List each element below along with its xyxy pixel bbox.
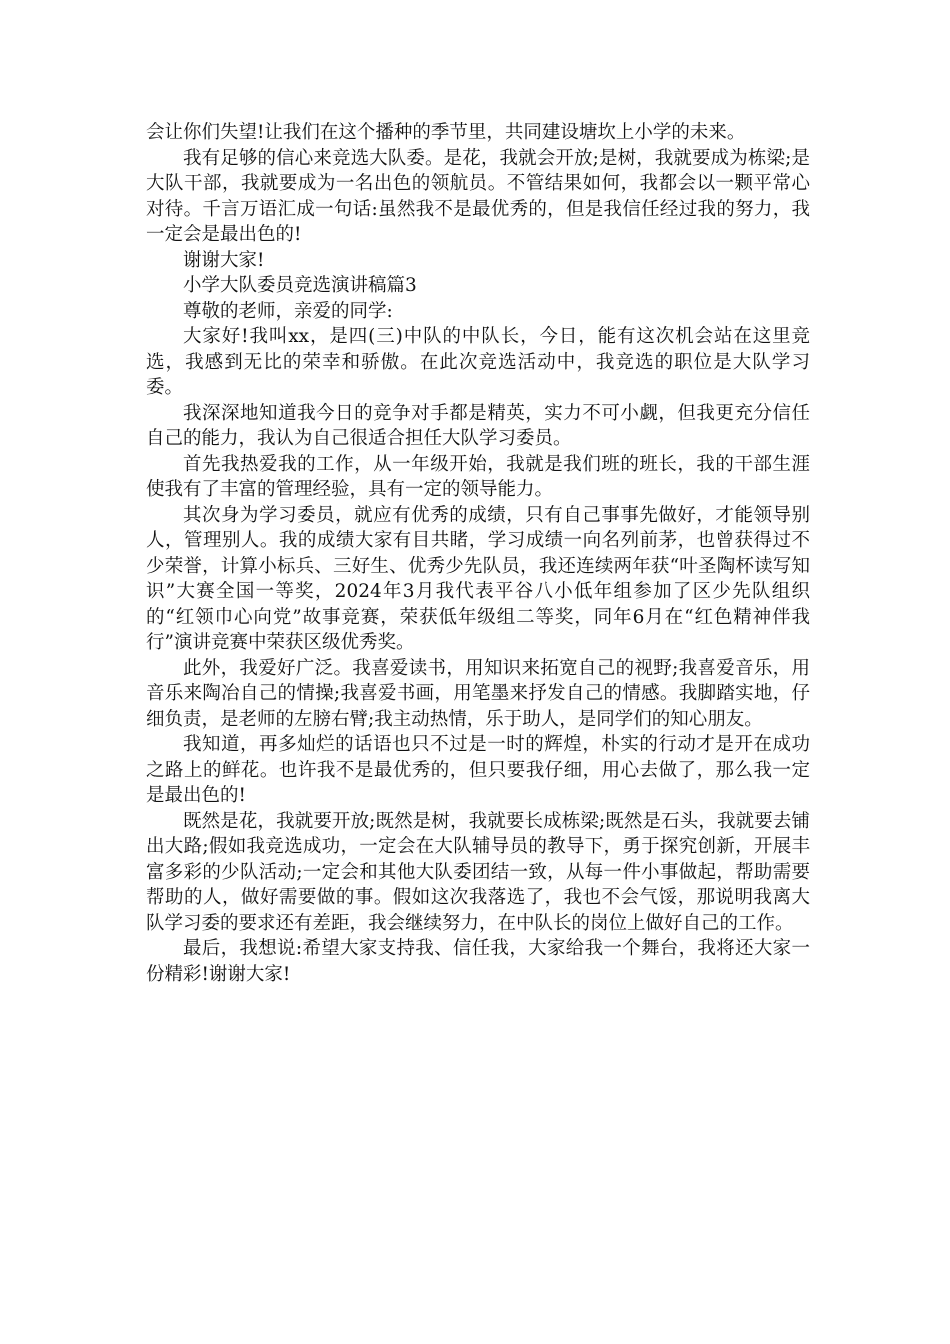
paragraph-closing: 最后，我想说:希望大家支持我、信任我，大家给我一个舞台，我将还大家一份精彩!谢谢大家! [146,938,810,985]
section-heading: 小学大队委员竞选演讲稿篇3 [183,275,417,296]
paragraph-thanks: 谢谢大家! [183,249,265,271]
paragraph-actions: 我知道，再多灿烂的话语也只不过是一时的辉煌，朴实的行动才是开在成功之路上的鲜花。也许我不是最优秀的，但只要我仔细，用心去做了，那么我一定是最出色的! [146,734,810,806]
paragraph-achievements: 其次身为学习委员，就应有优秀的成绩，只有自己事事先做好，才能领导别人，管理别人。我的成绩大家有目共睹，学习成绩一向名列前茅，也曾获得过不少荣誉，计算小标兵、三好生、优秀少先队员，我还连续两年获“叶圣陶杯读写知识”大赛全国一等奖，2024年3月我代表平谷八小低年组参加了区少先队组织的“红领巾心向党”故事竞赛，荣获低年级组二等奖，同年6月在“红色精神伴我行”演讲竞赛中荣获区级优秀奖。 [146,504,810,653]
paragraph-promise: 既然是花，我就要开放;既然是树，我就要长成栋梁;既然是石头，我就要去铺出大路;假如我竞选成功，一定会在大队辅导员的教导下，勇于探究创新，开展丰富多彩的少队活动;一定会和其他大队委团结一致，从每一件小事做起，帮助需要帮助的人，做好需要做的事。假如这次我落选了，我也不会气馁，那说明我离大队学习委的要求还有差距，我会继续努力，在中队长的岗位上做好自己的工作。 [146,810,810,934]
paragraph-introduction: 大家好!我叫xx，是四(三)中队的中队长，今日，能有这次机会站在这里竞选，我感到无比的荣幸和骄傲。在此次竞选活动中，我竞选的职位是大队学习委。 [146,326,810,398]
document-page [146,120,810,987]
paragraph-continuation: 会让你们失望!让我们在这个播种的季节里，共同建设塘坎上小学的未来。 [146,122,746,143]
paragraph-competitors: 我深深地知道我今日的竞争对手都是精英，实力不可小觑，但我更充分信任自己的能力，我认为自己很适合担任大队学习委员。 [146,402,810,449]
paragraph-salutation: 尊敬的老师，亲爱的同学: [183,300,393,322]
paragraph-experience: 首先我热爱我的工作，从一年级开始，我就是我们班的班长，我的干部生涯使我有了丰富的管理经验，具有一定的领导能力。 [146,453,810,500]
paragraph-confidence: 我有足够的信心来竞选大队委。是花，我就会开放;是树，我就要成为栋梁;是大队干部，我就要成为一名出色的领航员。不管结果如何，我都会以一颗平常心对待。千言万语汇成一句话:虽然我不是最优秀的，但是我信任经过我的努力，我一定会是最出色的! [146,147,810,245]
paragraph-hobbies: 此外，我爱好广泛。我喜爱读书，用知识来拓宽自己的视野;我喜爱音乐，用音乐来陶冶自己的情操;我喜爱书画，用笔墨来抒发自己的情感。我脚踏实地，仔细负责，是老师的左膀右臂;我主动热情，乐于助人，是同学们的知心朋友。 [146,657,810,730]
